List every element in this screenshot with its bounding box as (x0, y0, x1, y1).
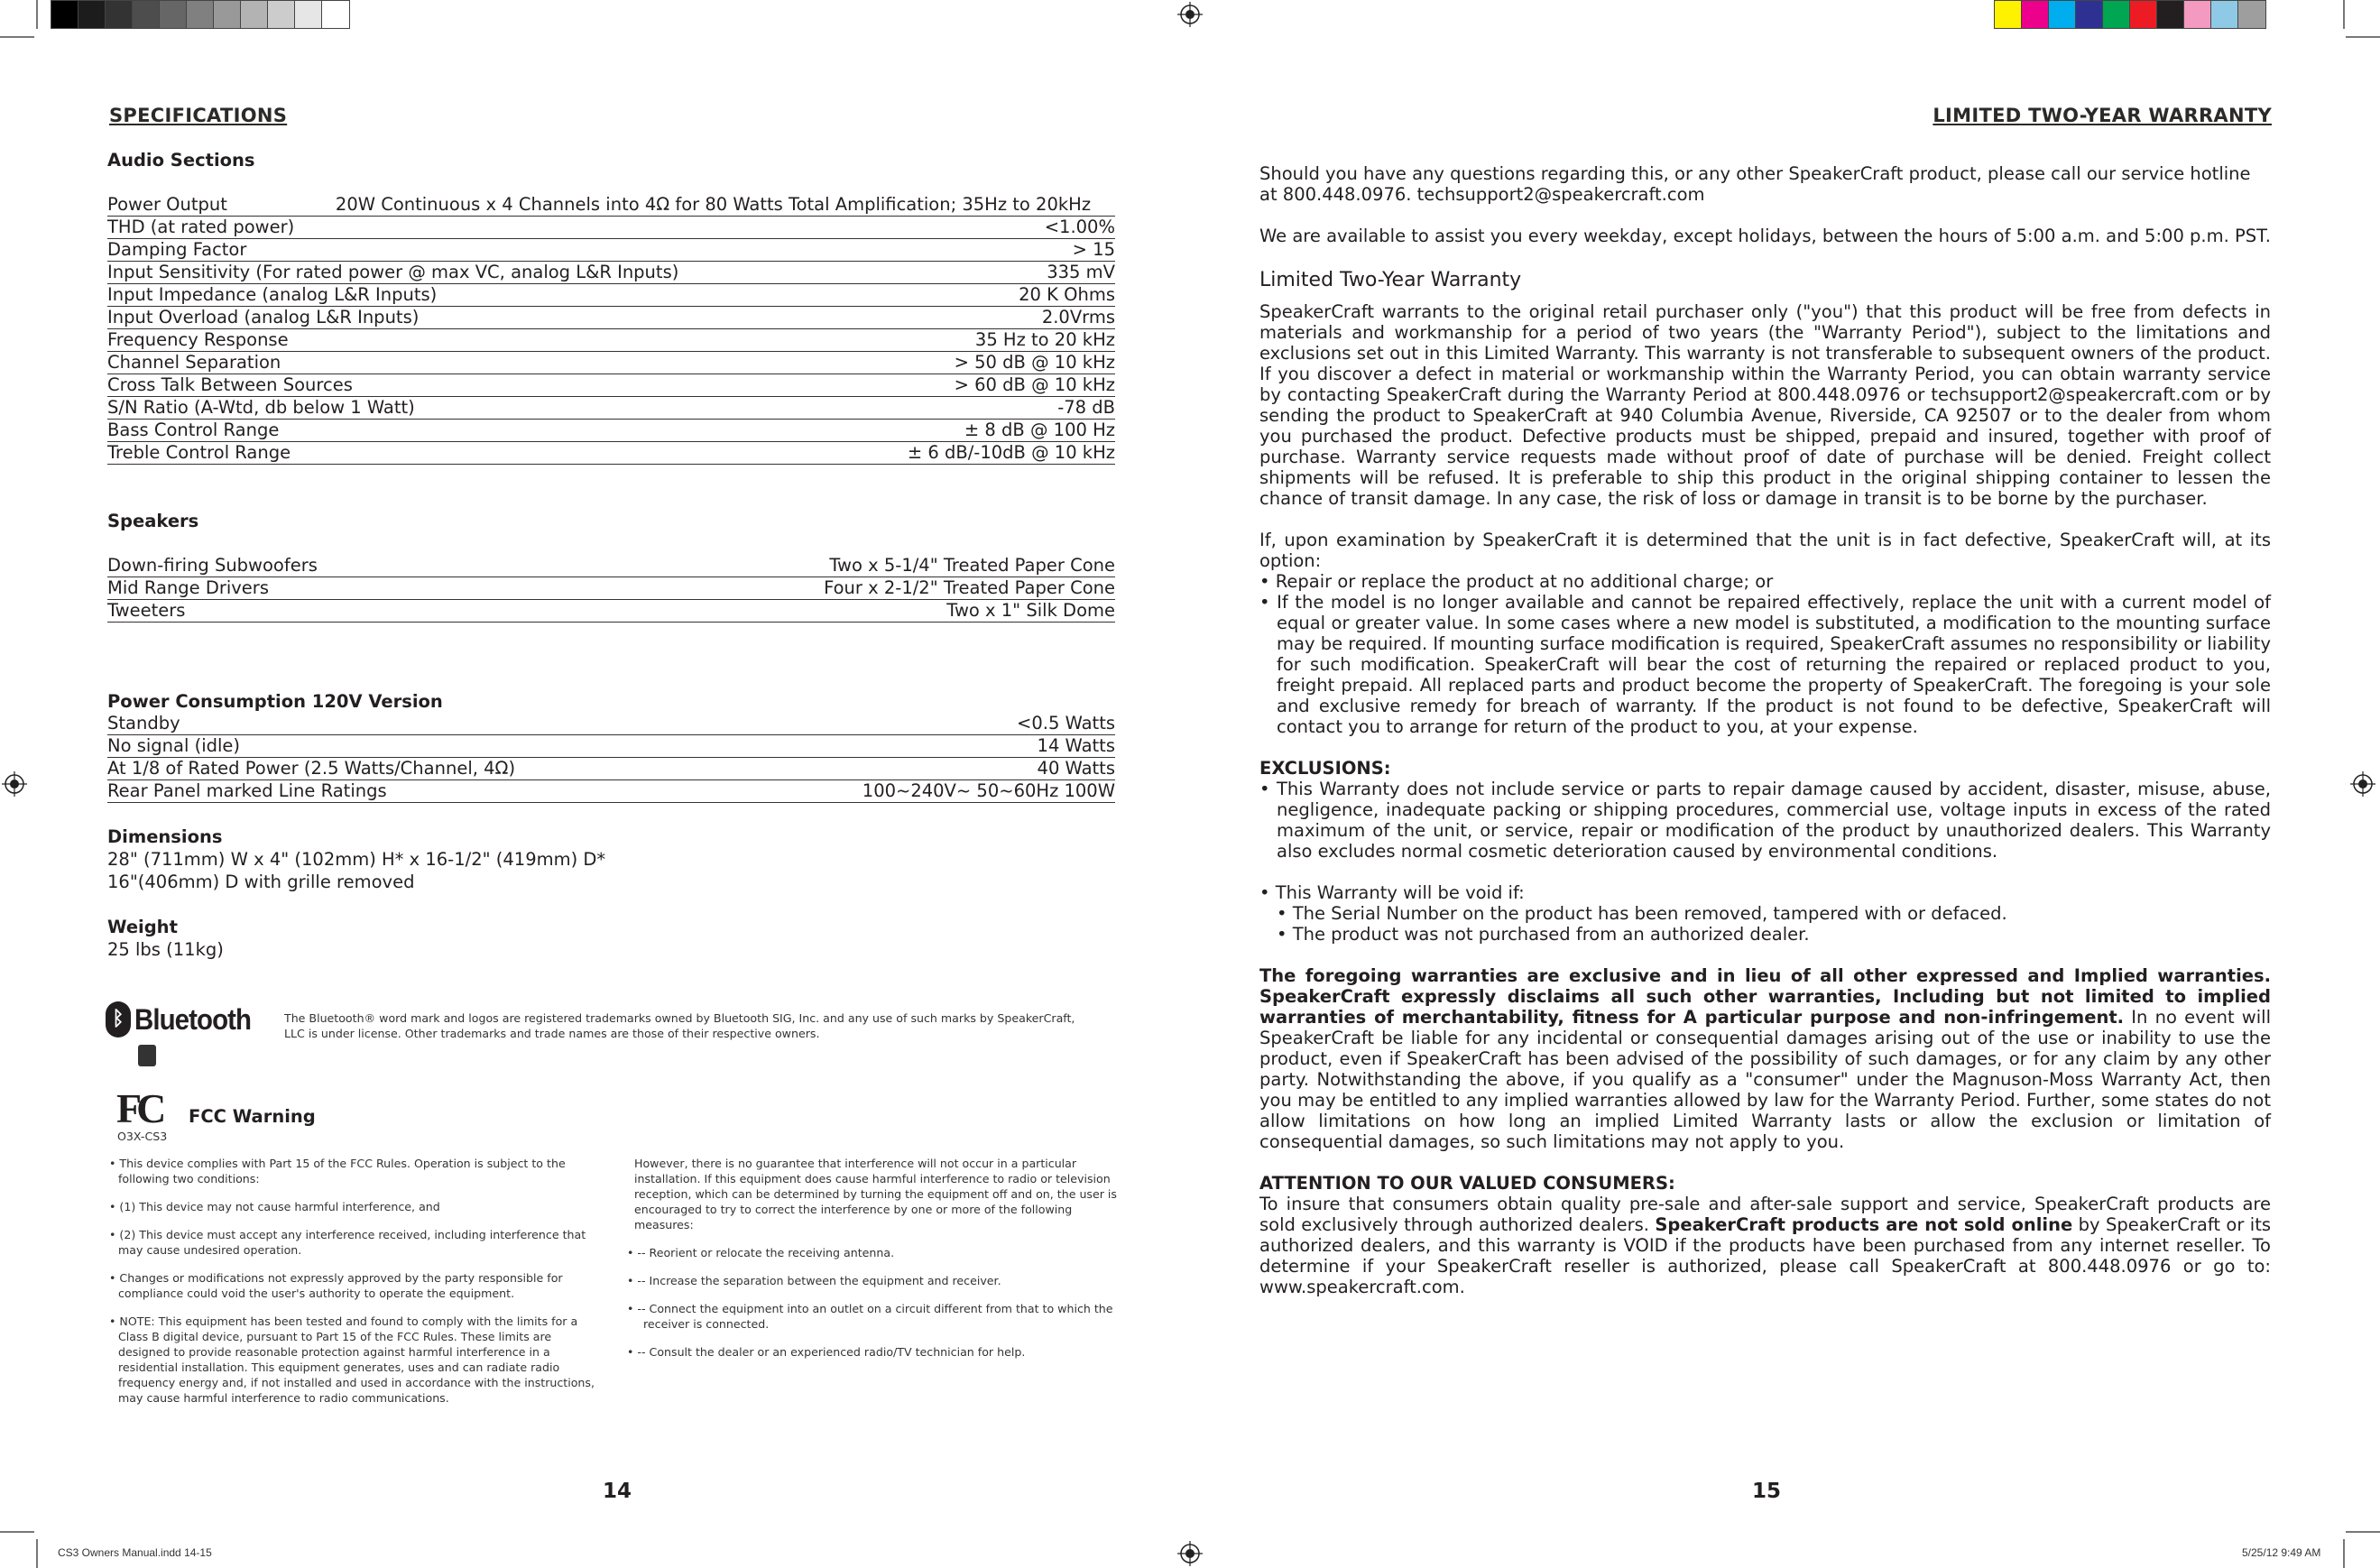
fcc-measure: • -- Reorient or relocate the receiving antenna. (627, 1246, 895, 1259)
spec-row (107, 758, 1115, 780)
color-swatch (2076, 1, 2103, 28)
spec-value: 100~240V~ 50~60Hz 100W (862, 780, 1115, 801)
fcc-measure: • -- Increase the separation between the equipment and receiver. (627, 1274, 1001, 1287)
spec-value: > 50 dB @ 10 kHz (954, 352, 1115, 373)
dimensions-heading: Dimensions (107, 826, 223, 847)
color-swatch (241, 1, 268, 28)
attention-text: by SpeakerCraft or its authorized dealers, and this warranty is VOID if the products have been purchased from any internet reseller. To determine if your SpeakerCraft reseller is authorized, please call SpeakerCraft at 800.448.0976 or go to: www.speakercraft.com. (1259, 1214, 2272, 1297)
spec-value: ± 6 dB/-10dB @ 10 kHz (907, 442, 1115, 463)
color-swatch (268, 1, 295, 28)
color-swatch (2103, 1, 2130, 28)
color-swatch (2184, 1, 2211, 28)
fcc-paragraph: • (1) This device may not cause harmful interference, and (109, 1200, 440, 1213)
spec-row (107, 397, 1115, 420)
weight-value: 25 lbs (11kg) (107, 939, 224, 960)
spec-label: S/N Ratio (A-Wtd, db below 1 Watt) (107, 397, 415, 418)
spec-label: THD (at rated power) (107, 217, 295, 237)
audio-sections-heading: Audio Sections (107, 150, 255, 171)
spec-label: Down-firing Subwoofers (107, 555, 318, 576)
registration-mark-icon (1177, 2, 1203, 27)
spec-row (107, 352, 1115, 374)
dimensions-line: 16"(406mm) D with grille removed (107, 872, 415, 892)
fcc-warning-title: FCC Warning (189, 1106, 316, 1127)
bluetooth-wordmark: Bluetooth (134, 1002, 252, 1036)
fcc-measures-column (627, 1156, 1119, 1372)
fcc-paragraph: However, there is no guarantee that interference will not occur in a particular installation. If this equipment does cause harmful interference to radio or television reception, which can be determined by turning the equipment off and on, the user is encouraged to try to correct the interference by one or more of the following measures: (634, 1157, 1117, 1231)
color-swatch (2211, 1, 2238, 28)
bluetooth-trademark-notice: The Bluetooth® word mark and logos are registered trademarks owned by Bluetooth SIG, Inc. and any use of such marks by SpeakerCraft, LLC is under license. Other trademarks and trade names are those of their respective owners. (284, 1011, 1075, 1040)
page-number-left: 14 (603, 1480, 632, 1503)
spec-value: 14 Watts (1037, 735, 1115, 756)
fcc-paragraph: • This device complies with Part 15 of the FCC Rules. Operation is subject to the following two conditions: (109, 1157, 566, 1185)
contact-paragraph: Should you have any questions regarding this, or any other SpeakerCraft product, please call our service hotline at 800.448.0976. techsupport2@speakercraft.com (1259, 163, 2251, 205)
attention-paragraph (1259, 1194, 2271, 1297)
spec-value: Two x 5-1/4" Treated Paper Cone (829, 555, 1115, 576)
slug-date: 5/25/12 9:49 AM (2242, 1546, 2321, 1559)
color-swatch (187, 1, 214, 28)
disclaimer-bold: The foregoing warranties are exclusive and in lieu of all other expressed and Implied warranties. SpeakerCraft expressly disclaims all such other warranties, Including but not limited to implied warranties of merchantability, fitness for A particular purpose and non-infringement. (1259, 965, 2271, 1028)
color-swatch (106, 1, 133, 28)
power-consumption-heading: Power Consumption 120V Version (107, 691, 443, 712)
warranty-heading: Limited Two-Year Warranty (1259, 269, 1522, 291)
specifications-title: SPECIFICATIONS (109, 105, 288, 126)
fcc-id: O3X-CS3 (117, 1130, 168, 1143)
registration-mark-icon (2350, 771, 2375, 797)
void-intro: • This Warranty will be void if: (1259, 882, 1525, 903)
registration-mark-icon (1177, 1541, 1203, 1566)
spec-label: Frequency Response (107, 329, 289, 350)
color-swatch (2130, 1, 2157, 28)
fcc-measure: • -- Connect the equipment into an outlet on a circuit different from that to which the receiver is connected. (627, 1302, 1113, 1331)
spec-row (107, 577, 1115, 600)
spec-label: Mid Range Drivers (107, 577, 269, 598)
spec-row (107, 780, 1115, 803)
crop-mark (2346, 1531, 2380, 1533)
spec-label: Input Impedance (analog L&R Inputs) (107, 284, 438, 305)
crop-mark (2343, 1539, 2345, 1568)
spec-value: Two x 1" Silk Dome (946, 600, 1115, 621)
color-swatch (295, 1, 322, 28)
spec-row (107, 555, 1115, 577)
color-swatch (2157, 1, 2184, 28)
color-swatch (2022, 1, 2049, 28)
spec-label: Tweeters (107, 600, 186, 621)
weight-heading: Weight (107, 917, 178, 937)
spec-label: Treble Control Range (107, 442, 291, 463)
fcc-paragraph: • Changes or modifications not expressly approved by the party responsible for compliance could void the user's authority to operate the equipment. (109, 1271, 563, 1300)
spec-row (107, 239, 1115, 262)
spec-value: Four x 2-1/2" Treated Paper Cone (824, 577, 1115, 598)
crop-mark (0, 36, 34, 38)
disclaimer-paragraph (1259, 965, 2271, 1152)
spec-row (107, 374, 1115, 397)
color-swatch (2238, 1, 2265, 28)
spec-row (107, 217, 1115, 239)
spec-label: No signal (idle) (107, 735, 241, 756)
registration-mark-icon (2, 771, 27, 797)
fcc-logo: FC (116, 1085, 161, 1131)
void-item: • The product was not purchased from an authorized dealer. (1277, 924, 1810, 945)
spec-label: Input Overload (analog L&R Inputs) (107, 307, 420, 327)
bluetooth-icon: ᛒ (106, 1001, 131, 1038)
page-number-right: 15 (1752, 1480, 1782, 1503)
spec-row (107, 194, 1115, 217)
spec-row (107, 307, 1115, 329)
spec-value: 20W Continuous x 4 Channels into 4Ω for 80 Watts Total Amplification; 35Hz to 20kHz (335, 194, 1092, 215)
spec-value: 2.0Vrms (1041, 307, 1115, 327)
fcc-paragraph: • NOTE: This equipment has been tested and found to comply with the limits for a Class B digital device, pursuant to Part 15 of the FCC Rules. These limits are designed to provide reasonable protection against harmful interference in a residential installation. This equipment generates, uses and can radiate radio frequency energy and, if not installed and used in accordance with the instructions, may cause harmful interference to radio communications. (109, 1314, 595, 1405)
disclaimer-rest: In no event will SpeakerCraft be liable for any incidental or consequential damages arising out of the use or inability to use the product, even if SpeakerCraft has been advised of the possibility of such damages, or for any claim by any other party. Notwithstanding the above, if you qualify as a "consumer" under the Magnuson-Moss Warranty Act, then you may be entitled to any implied warranties allowed by law for the Warranty Period. Further, some states do not allow limitations on how long an implied Limited Warranty lasts or allow the exclusion or limitation of consequential damages, so such limitations may not apply to you. (1259, 1007, 2272, 1152)
spec-label: Channel Separation (107, 352, 281, 373)
spec-row (107, 600, 1115, 623)
spec-label: Power Output (107, 194, 227, 215)
attention-text: To insure that consumers obtain quality pre-sale and after-sale support and service, SpeakerCraft products are sold exclusively through authorized dealers. (1259, 1194, 2271, 1235)
defect-intro: If, upon examination by SpeakerCraft it is determined that the unit is in fact defective, SpeakerCraft will, at its option: (1259, 530, 2271, 571)
fcc-measure: • -- Consult the dealer or an experienced radio/TV technician for help. (627, 1345, 1026, 1359)
spec-row (107, 713, 1115, 735)
color-swatch (322, 1, 349, 28)
speakers-heading: Speakers (107, 511, 199, 531)
spec-value: > 15 (1072, 239, 1115, 260)
spec-value: > 60 dB @ 10 kHz (954, 374, 1115, 395)
crop-mark (36, 0, 38, 29)
crop-mark (2343, 0, 2345, 29)
spec-label: At 1/8 of Rated Power (2.5 Watts/Channel, 4Ω) (107, 758, 516, 779)
spec-row (107, 262, 1115, 284)
exclusions-heading: EXCLUSIONS: (1259, 758, 1391, 779)
warranty-body (1259, 163, 2271, 1318)
defect-option: • Repair or replace the product at no additional charge; or (1259, 571, 1774, 592)
spec-label: Input Sensitivity (For rated power @ max VC, analog L&R Inputs) (107, 262, 679, 282)
color-swatch-strip (1994, 0, 2266, 29)
spec-label: Standby (107, 713, 180, 733)
spec-value: <0.5 Watts (1017, 713, 1115, 733)
color-swatch (1995, 1, 2022, 28)
spec-label: Rear Panel marked Line Ratings (107, 780, 387, 801)
specifications-body (107, 149, 1115, 961)
spec-value: 20 K Ohms (1019, 284, 1115, 305)
speaker-spec-table (107, 555, 1115, 623)
color-swatch (51, 1, 78, 28)
attention-heading: ATTENTION TO OUR VALUED CONSUMERS: (1259, 1173, 1675, 1194)
fcc-paragraph: • (2) This device must accept any interference received, including interference that may cause undesired operation. (109, 1228, 586, 1257)
spec-row (107, 442, 1115, 465)
color-swatch (133, 1, 160, 28)
music-profile-icon (138, 1045, 156, 1066)
attention-bold: SpeakerCraft products are not sold online (1655, 1214, 2073, 1235)
spec-value: -78 dB (1057, 397, 1115, 418)
gray-swatch-strip (51, 0, 350, 29)
crop-mark (0, 1531, 34, 1533)
dimensions-line: 28" (711mm) W x 4" (102mm) H* x 16-1/2" (419mm) D* (107, 849, 606, 870)
void-item: • The Serial Number on the product has been removed, tampered with or defaced. (1277, 903, 2007, 924)
bluetooth-logo (106, 1001, 261, 1038)
warranty-title: LIMITED TWO-YEAR WARRANTY (1933, 105, 2272, 126)
color-swatch (2049, 1, 2076, 28)
crop-mark (36, 1539, 38, 1568)
exclusions-text: • This Warranty does not include service or parts to repair damage caused by accident, disaster, misuse, abuse, negligence, inadequate packing or shipping procedures, commercial use, voltage inputs in excess of the rated maximum of the unit, or service, repair or modification of the product by unauthorized dealers. This Warranty also excludes normal cosmetic deterioration caused by environmental conditions. (1259, 779, 2271, 862)
spec-row (107, 284, 1115, 307)
spec-value: ± 8 dB @ 100 Hz (964, 420, 1115, 440)
spec-row (107, 735, 1115, 758)
spec-row (107, 329, 1115, 352)
spec-value: 40 Watts (1037, 758, 1115, 779)
spec-value: <1.00% (1044, 217, 1115, 237)
spec-value: 35 Hz to 20 kHz (974, 329, 1115, 350)
fcc-conditions-column (109, 1156, 601, 1418)
spec-label: Bass Control Range (107, 420, 280, 440)
color-swatch (78, 1, 106, 28)
color-swatch (160, 1, 187, 28)
spec-label: Cross Talk Between Sources (107, 374, 353, 395)
power-spec-table (107, 713, 1115, 803)
spec-label: Damping Factor (107, 239, 247, 260)
color-swatch (214, 1, 241, 28)
spec-value: 335 mV (1047, 262, 1115, 282)
hours-paragraph: We are available to assist you every weekday, except holidays, between the hours of 5:00 a.m. and 5:00 p.m. PST. (1259, 226, 2271, 246)
spec-row (107, 420, 1115, 442)
warranty-paragraph: SpeakerCraft warrants to the original retail purchaser only ("you") that this product will be free from defects in materials and workmanship for a period of two years (the "Warranty Period"), subject to the limitations and exclusions set out in this Limited Warranty. This warranty is not transferable to subsequent owners of the product. If you discover a defect in material or workmanship within the Warranty Period, you can obtain warranty service by contacting SpeakerCraft during the Warranty Period at 800.448.0976 or techsupport2@speakercraft.com or by sending the product to SpeakerCraft at 940 Columbia Avenue, Riverside, CA 92507 or to the dealer from whom you purchased the product. Defective products must be shipped, prepaid and insured, together with proof of purchase. Warranty service requests made without proof of date of purchase will be denied. Freight collect shipments will be refused. It is preferable to ship this product in the original shipping container to lessen the chance of transit damage. In any case, the risk of loss or damage in transit is to be borne by the purchaser. (1259, 301, 2271, 509)
crop-mark (2346, 36, 2380, 38)
audio-spec-table (107, 194, 1115, 465)
defect-option: • If the model is no longer available and cannot be repaired effectively, replace the unit with a current model of equal or greater value. In some cases where a new model is substituted, a modification to the mounting surface may be required. If mounting surface modification is required, SpeakerCraft assumes no responsibility or liability for such modification. SpeakerCraft will bear the cost of returning the repaired or replaced product to you, freight prepaid. All replaced parts and product become the property of SpeakerCraft. The foregoing is your sole and exclusive remedy for breach of warranty. If the product is not found to be defective, SpeakerCraft will contact you to arrange for return of the product to you, at your expense. (1259, 592, 2271, 737)
slug-file: CS3 Owners Manual.indd 14-15 (58, 1546, 212, 1559)
